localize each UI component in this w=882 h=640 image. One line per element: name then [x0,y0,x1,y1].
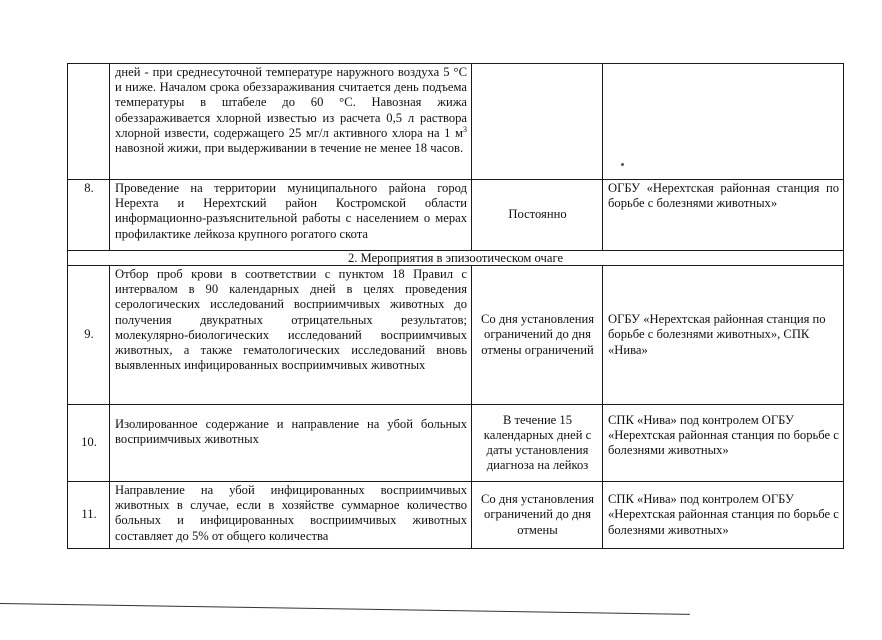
responsible-cell [603,64,844,180]
action-cell: Изолированное содержание и направление на убой больных восприимчивых животных [110,405,472,482]
responsible-cell: ОГБУ «Нерехтская районная станция по борьбе с болезнями животных» [603,180,844,251]
scan-speck [621,163,624,166]
action-cell: Проведение на территории муниципального района город Нерехта и Нерехтский район Костромской области информационно-разъяснительной работы с населением о мерах профилактике лейкоза крупного рогатого скота [110,180,472,251]
action-cell: Направление на убой инфицированных восприимчивых животных в случае, если в хозяйстве суммарное количество больных и инфицированных восприимчивых животных составляет до 5% от общего количества [110,482,472,549]
responsible-cell: ОГБУ «Нерехтская районная станция по борьбе с болезнями животных», СПК «Нива» [603,266,844,405]
superscript: 3 [463,124,467,134]
section-heading: 2. Мероприятия в эпизоотическом очаге [68,251,844,266]
row-number: 11. [68,482,110,549]
action-cell: Отбор проб крови в соответствии с пунктом 18 Правил с интервалом в 90 календарных дней в целях проведения серологических исследований восприимчивых животных до получения двукратных отрицательных результатов; молекулярно-биологических исследований восприимчивых животных, а также гематологических исследований вновь выявленных инфицированных восприимчивых животных [110,266,472,405]
table-row [68,405,844,482]
num-cell [68,64,110,180]
responsible-cell: СПК «Нива» под контролем ОГБУ «Нерехтская районная станция по борьбе с болезнями животных» [603,482,844,549]
action-text-tail: навозной жижи, при выдерживании в течение не менее 18 часов. [115,141,464,156]
term-cell [472,64,603,180]
table-row [68,266,844,405]
scan-edge-line [0,603,690,615]
section-heading-row [68,251,844,266]
term-cell: Со дня установления ограничений до дня отмены ограничений [472,266,603,405]
action-cell [110,64,472,180]
term-cell: Постоянно [472,180,603,251]
measures-table [67,63,844,549]
row-number: 9. [68,266,110,405]
action-text: дней - при среднесуточной температуре наружного воздуха 5 °С и ниже. Началом срока обеззараживания считается день подъема температуры в штабеле до 60 °С. Навозная жижа обеззараживается хлорной известью из расчета 0,5 л раствора хлорной извести, содержащего 25 мг/л активного хлора на 1 м [115,65,467,140]
row-number: 10. [68,405,110,482]
term-cell: Со дня установления ограничений до дня отмены [472,482,603,549]
table-row [68,180,844,251]
row-number: 8. [68,180,110,251]
responsible-cell: СПК «Нива» под контролем ОГБУ «Нерехтская районная станция по борьбе с болезнями животных» [603,405,844,482]
table-row [68,482,844,549]
table-row-continuation [68,64,844,180]
term-cell: В течение 15 календарных дней с даты установления диагноза на лейкоз [472,405,603,482]
